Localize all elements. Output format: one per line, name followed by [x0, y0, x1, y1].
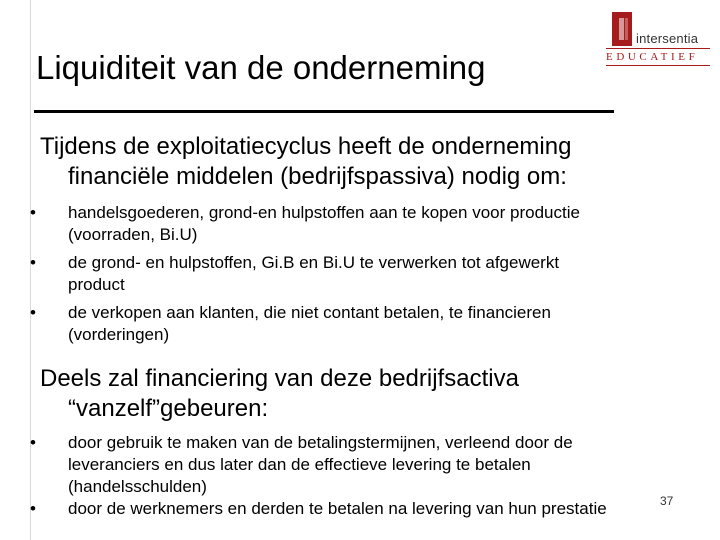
list-item-line-2: leveranciers en dus later dan de effectieve levering te betalen [68, 455, 531, 474]
list-item-line-2: (voorraden, Bi.U) [68, 225, 198, 244]
logo-wordmark: intersentia [636, 31, 699, 46]
section-heading-2 [40, 364, 690, 424]
title-underline [34, 110, 614, 113]
list-item [24, 498, 714, 520]
logo-rule-top [606, 48, 710, 49]
list-item [24, 432, 714, 498]
list-item-line-1: door gebruik te maken van de betalingstermijnen, verleend door de [68, 433, 573, 452]
bullet-dot: • [30, 303, 36, 322]
section-heading-1 [40, 132, 690, 192]
slide-title: Liquiditeit van de onderneming [36, 49, 486, 86]
logo-subtitle: EDUCATIEF [606, 51, 699, 63]
logo-rule-bottom [606, 65, 710, 66]
list-item-line-1: handelsgoederen, grond-en hulpstoffen aan te kopen voor productie [68, 203, 580, 222]
list-item-line-1: door de werknemers en derden te betalen na levering van hun prestatie [68, 499, 607, 518]
list-item-line-2: product [68, 275, 125, 294]
list-item-line-2: (vorderingen) [68, 325, 170, 344]
bullet-dot: • [30, 499, 36, 518]
intersentia-logo-mark-icon [612, 12, 632, 46]
list-item-line-3: (handelsschulden) [68, 477, 207, 496]
bullet-list-2 [24, 432, 714, 520]
heading-2-line-2: “vanzelf”gebeuren: [68, 395, 269, 422]
bullet-dot: • [30, 203, 36, 222]
bullet-list-1 [24, 202, 714, 352]
list-item-line-1: de grond- en hulpstoffen, Gi.B en Bi.U te verwerken tot afgewerkt [68, 253, 560, 272]
list-item [24, 202, 714, 246]
heading-2-line-1: Deels zal financiering van deze bedrijfsactiva [40, 365, 519, 392]
bullet-dot: • [30, 253, 36, 272]
heading-1-line-1: Tijdens de exploitatiecyclus heeft de onderneming [40, 133, 572, 160]
slide-number: 37 [660, 494, 674, 508]
list-item-line-1: de verkopen aan klanten, die niet contant betalen, te financieren [68, 303, 551, 322]
heading-1-line-2: financiële middelen (bedrijfspassiva) nodig om: [68, 163, 567, 190]
intersentia-logo [606, 12, 714, 68]
list-item [24, 252, 714, 296]
bullet-dot: • [30, 433, 36, 452]
list-item [24, 302, 714, 346]
